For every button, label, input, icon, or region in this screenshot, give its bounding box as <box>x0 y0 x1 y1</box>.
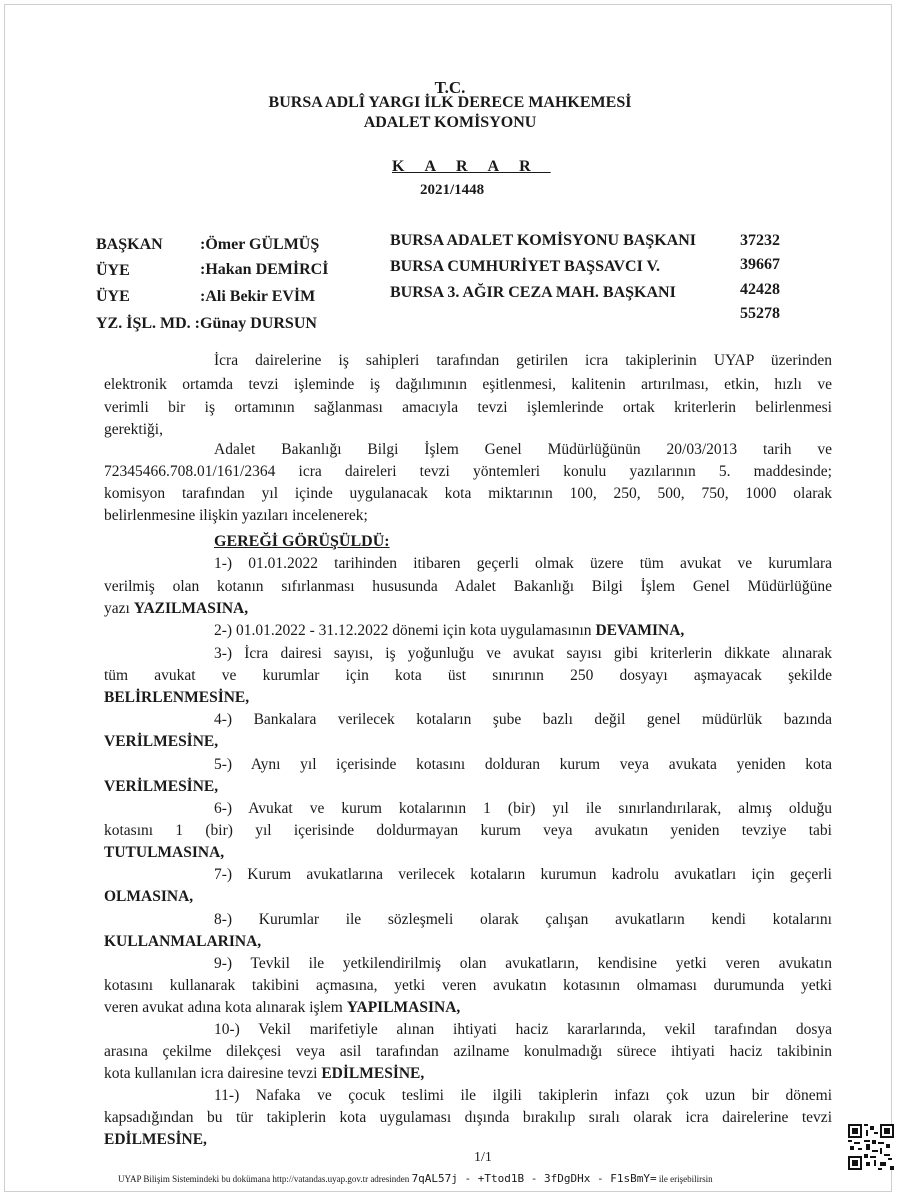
item-line: TUTULMASINA, <box>104 844 225 861</box>
item-line: veren avukat adına kota alınarak işlem YAPILMASINA, <box>104 999 461 1016</box>
item-line: tüm avukat ve kurumlar için kota üst sınırının 250 dosyayı aşmayacak şekilde <box>104 667 832 684</box>
item-line: kapsadığından bu tür takiplerin kota uygulaması dışında bırakılıp sıralı olarak icra dairelerine tevzi <box>104 1109 832 1126</box>
item-line: EDİLMESİNE, <box>104 1131 207 1148</box>
header-court: BURSA ADLÎ YARGI İLK DERECE MAHKEMESİ <box>268 94 632 111</box>
item-line: 8-) Kurumlar ile sözleşmeli olarak çalışan avukatların kendi kotalarını <box>214 911 832 928</box>
item-line: yazı YAZILMASINA, <box>104 600 249 617</box>
item-line: 9-) Tevkil ile yetkilendirilmiş olan avukatların, kendisine yetki veren avukatın <box>214 955 832 972</box>
member-institution: BURSA ADALET KOMİSYONU BAŞKANI <box>390 232 696 249</box>
member-name: :Hakan DEMİRCİ <box>200 261 329 278</box>
body-line: belirlenmesine ilişkin yazıları incelenerek; <box>104 507 368 524</box>
item-line: OLMASINA, <box>104 888 194 905</box>
item-line: KULLANMALARINA, <box>104 933 262 950</box>
body-line: komisyon tarafından yıl içinde uygulanacak kota miktarının 100, 250, 500, 750, 1000 olarak <box>104 485 832 502</box>
body-line: gerektiği, <box>104 421 163 438</box>
item-line: verilmiş olan kotanın sıfırlanması hususunda Adalet Bakanlığı Bilgi İşlem Genel Müdürlüğüne <box>104 578 832 595</box>
item-line: kota kullanılan icra dairesine tevzi EDİLMESİNE, <box>104 1065 425 1082</box>
item-line: 5-) Aynı yıl içerisinde kotasını dolduran kurum veya avukata yeniden kota <box>214 756 832 773</box>
doc-type: KARAR <box>392 158 551 175</box>
header-commission: ADALET KOMİSYONU <box>363 114 537 131</box>
footer-note: UYAP Bilişim Sistemindeki bu dokümana http://vatandas.uyap.gov.tr adresinden 7qAL57j - +Ttod1B - 3fDgDHx - F1sBmY= ile erişebilirsin <box>118 1172 713 1185</box>
member-role: ÜYE <box>96 262 130 279</box>
item-line: 11-) Nafaka ve çocuk teslimi ile ilgili takiplerin infazı çok uzun bir dönemi <box>214 1087 832 1104</box>
item-line: 7-) Kurum avukatlarına verilecek kotaların kurumun kadrolu avukatları için geçerli <box>214 866 832 883</box>
header-tc: T.C. <box>434 78 466 97</box>
body-line: 72345466.708.01/161/2364 icra daireleri tevzi yöntemleri konulu yazılarının 5. maddesinde; <box>104 463 832 480</box>
member-number: 37232 <box>740 232 780 249</box>
item-line: 1-) 01.01.2022 tarihinden itibaren geçerli olmak üzere tüm avukat ve kurumlara <box>214 555 832 572</box>
body-line: İcra dairelerine iş sahipleri tarafından getirilen icra takiplerinin UYAP üzerinden <box>214 352 832 369</box>
member-institution: BURSA CUMHURİYET BAŞSAVCI V. <box>390 258 661 275</box>
item-line: 2-) 01.01.2022 - 31.12.2022 dönemi için kota uygulamasının DEVAMINA, <box>214 622 685 639</box>
member-role: ÜYE <box>96 288 130 305</box>
page-number: 1/1 <box>474 1150 492 1165</box>
item-line: kotasını kullanarak takibini açmasına, yetki veren avukatın kotasının olmaması durumunda yetki <box>104 977 832 994</box>
item-line: 4-) Bankalara verilecek kotaların şube bazlı değil genel müdürlük bazında <box>214 711 832 728</box>
item-line: arasına çekilme dilekçesi veya asil tarafından azilname konulmadığı sürece ihtiyati haciz takibinin <box>104 1043 832 1060</box>
member-institution: BURSA 3. AĞIR CEZA MAH. BAŞKANI <box>390 284 676 301</box>
member-number: 55278 <box>740 305 780 322</box>
qr-code-icon <box>848 1124 894 1170</box>
member-role: YZ. İŞL. MD. :Günay DURSUN <box>96 315 317 332</box>
item-line: BELİRLENMESİNE, <box>104 689 250 706</box>
verification-code: 7qAL57j - +Ttod1B - 3fDgDHx - F1sBmY= <box>411 1172 657 1185</box>
item-line: kotasını 1 (bir) yıl içerisinde doldurmayan kurum veya avukatın yeniden tevziye tabi <box>104 822 832 839</box>
member-number: 42428 <box>740 281 780 298</box>
item-line: VERİLMESİNE, <box>104 778 219 795</box>
section-heading: GEREĞİ GÖRÜŞÜLDÜ: <box>214 533 390 550</box>
body-line: verimli bir iş ortamının sağlanması amacıyla tevzi işlemlerinde ortak kriterlerin belirlenmesi <box>104 399 832 416</box>
body-line: Adalet Bakanlığı Bilgi İşlem Genel Müdürlüğünün 20/03/2013 tarih ve <box>214 441 832 458</box>
member-number: 39667 <box>740 256 780 273</box>
item-line: 10-) Vekil marifetiyle alınan ihtiyati haciz kararlarında, vekil tarafından dosya <box>214 1021 832 1038</box>
item-line: 6-) Avukat ve kurum kotalarının 1 (bir) yıl ile sınırlandırılarak, almış olduğu <box>214 800 832 817</box>
item-line: 3-) İcra dairesi sayısı, iş yoğunluğu ve avukat sayısı gibi kriterlerin dikkate alınarak <box>214 645 832 662</box>
member-name: :Ömer GÜLMÜŞ <box>200 236 320 253</box>
decision-number: 2021/1448 <box>420 182 485 198</box>
member-role: BAŞKAN <box>96 236 163 253</box>
item-line: VERİLMESİNE, <box>104 733 219 750</box>
member-name: :Ali Bekir EVİM <box>200 288 316 305</box>
body-line: elektronik ortamda tevzi işleminde iş dağılımının eşitlenmesi, kalitenin artırılması, etkin, hızlı ve <box>104 376 832 393</box>
